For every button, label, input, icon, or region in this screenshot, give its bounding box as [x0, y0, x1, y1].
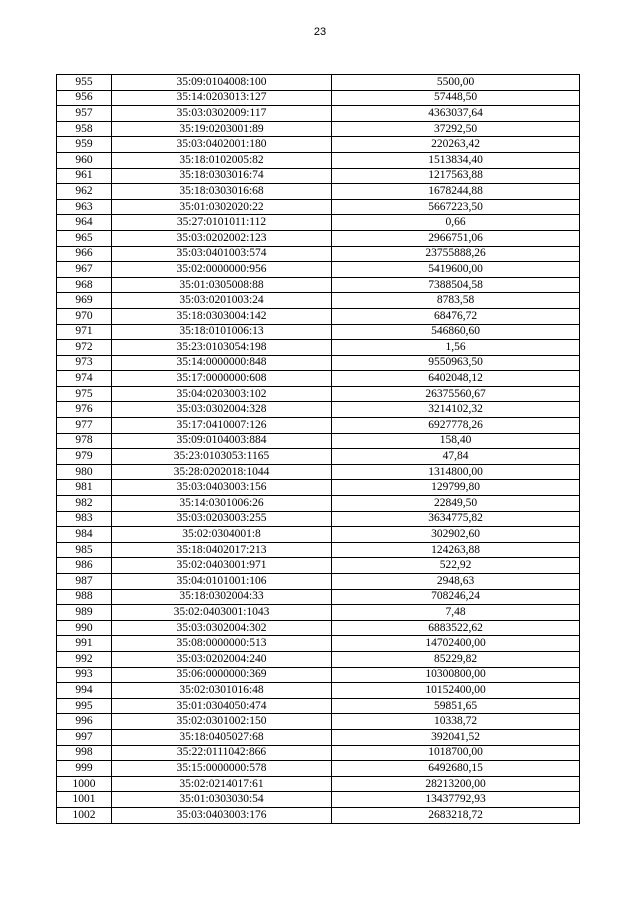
value-cell: 28213200,00	[332, 776, 580, 792]
cadastral-number-cell: 35:01:0303030:54	[112, 792, 332, 808]
row-number-cell: 972	[57, 340, 112, 356]
value-cell: 14702400,00	[332, 636, 580, 652]
table-row	[57, 277, 580, 293]
table-row	[57, 511, 580, 527]
value-cell: 6492680,15	[332, 761, 580, 777]
value-cell: 1678244,88	[332, 184, 580, 200]
table-row	[57, 215, 580, 231]
value-cell: 7388504,58	[332, 277, 580, 293]
cadastral-number-cell: 35:01:0302020:22	[112, 199, 332, 215]
row-number-cell: 989	[57, 605, 112, 621]
table-row	[57, 776, 580, 792]
row-number-cell: 958	[57, 121, 112, 137]
row-number-cell: 960	[57, 152, 112, 168]
value-cell: 7,48	[332, 605, 580, 621]
cadastral-number-cell: 35:28:0202018:1044	[112, 464, 332, 480]
value-cell: 392041,52	[332, 729, 580, 745]
cadastral-number-cell: 35:09:0104008:100	[112, 75, 332, 91]
row-number-cell: 991	[57, 636, 112, 652]
value-cell: 6883522,62	[332, 620, 580, 636]
table-row	[57, 464, 580, 480]
cadastral-number-cell: 35:03:0403003:176	[112, 807, 332, 823]
row-number-cell: 969	[57, 293, 112, 309]
value-cell: 68476,72	[332, 308, 580, 324]
table-row	[57, 137, 580, 153]
cadastral-number-cell: 35:18:0303016:74	[112, 168, 332, 184]
row-number-cell: 992	[57, 651, 112, 667]
value-cell: 1513834,40	[332, 152, 580, 168]
row-number-cell: 967	[57, 262, 112, 278]
cadastral-number-cell: 35:06:0000000:369	[112, 667, 332, 683]
row-number-cell: 980	[57, 464, 112, 480]
row-number-cell: 995	[57, 698, 112, 714]
table-row	[57, 293, 580, 309]
cadastral-number-cell: 35:19:0203001:89	[112, 121, 332, 137]
table-row	[57, 230, 580, 246]
table-row	[57, 651, 580, 667]
value-cell: 10152400,00	[332, 683, 580, 699]
row-number-cell: 956	[57, 90, 112, 106]
value-cell: 9550963,50	[332, 355, 580, 371]
row-number-cell: 985	[57, 542, 112, 558]
table-row	[57, 308, 580, 324]
row-number-cell: 974	[57, 371, 112, 387]
value-cell: 124263,88	[332, 542, 580, 558]
cadastral-number-cell: 35:15:0000000:578	[112, 761, 332, 777]
cadastral-number-cell: 35:18:0405027:68	[112, 729, 332, 745]
table-row	[57, 714, 580, 730]
row-number-cell: 994	[57, 683, 112, 699]
value-cell: 3214102,32	[332, 402, 580, 418]
value-cell: 3634775,82	[332, 511, 580, 527]
row-number-cell: 996	[57, 714, 112, 730]
cadastral-number-cell: 35:02:0301016:48	[112, 683, 332, 699]
table-row	[57, 371, 580, 387]
value-cell: 1018700,00	[332, 745, 580, 761]
table-row	[57, 90, 580, 106]
table-row	[57, 184, 580, 200]
cadastral-number-cell: 35:02:0301002:150	[112, 714, 332, 730]
table-row	[57, 121, 580, 137]
value-cell: 1314800,00	[332, 464, 580, 480]
cadastral-number-cell: 35:14:0301006:26	[112, 496, 332, 512]
table-row	[57, 386, 580, 402]
cadastral-number-cell: 35:03:0202004:240	[112, 651, 332, 667]
row-number-cell: 990	[57, 620, 112, 636]
row-number-cell: 981	[57, 480, 112, 496]
value-cell: 5500,00	[332, 75, 580, 91]
cadastral-number-cell: 35:08:0000000:513	[112, 636, 332, 652]
cadastral-number-cell: 35:14:0000000:848	[112, 355, 332, 371]
table-row	[57, 402, 580, 418]
value-cell: 522,92	[332, 558, 580, 574]
cadastral-number-cell: 35:03:0403003:156	[112, 480, 332, 496]
cadastral-number-cell: 35:27:0101011:112	[112, 215, 332, 231]
table-row	[57, 433, 580, 449]
cadastral-number-cell: 35:02:0304001:8	[112, 527, 332, 543]
cadastral-number-cell: 35:01:0304050:474	[112, 698, 332, 714]
cadastral-number-cell: 35:03:0302004:328	[112, 402, 332, 418]
row-number-cell: 968	[57, 277, 112, 293]
table-row	[57, 620, 580, 636]
row-number-cell: 983	[57, 511, 112, 527]
value-cell: 158,40	[332, 433, 580, 449]
row-number-cell: 997	[57, 729, 112, 745]
table-row	[57, 574, 580, 590]
table-row	[57, 729, 580, 745]
table-row	[57, 807, 580, 823]
row-number-cell: 966	[57, 246, 112, 262]
table-row	[57, 262, 580, 278]
table-row	[57, 558, 580, 574]
value-cell: 23755888,26	[332, 246, 580, 262]
value-cell: 2948,63	[332, 574, 580, 590]
cadastral-number-cell: 35:18:0101006:13	[112, 324, 332, 340]
table-row	[57, 761, 580, 777]
cadastral-number-cell: 35:18:0303016:68	[112, 184, 332, 200]
cadastral-number-cell: 35:03:0202002:123	[112, 230, 332, 246]
cadastral-number-cell: 35:03:0302009:117	[112, 106, 332, 122]
table-row	[57, 667, 580, 683]
value-cell: 10300800,00	[332, 667, 580, 683]
row-number-cell: 973	[57, 355, 112, 371]
row-number-cell: 971	[57, 324, 112, 340]
value-cell: 302902,60	[332, 527, 580, 543]
row-number-cell: 1002	[57, 807, 112, 823]
row-number-cell: 984	[57, 527, 112, 543]
row-number-cell: 957	[57, 106, 112, 122]
table-body	[57, 75, 580, 824]
row-number-cell: 970	[57, 308, 112, 324]
cadastral-number-cell: 35:02:0214017:61	[112, 776, 332, 792]
value-cell: 1217563,88	[332, 168, 580, 184]
row-number-cell: 975	[57, 386, 112, 402]
cadastral-number-cell: 35:17:0000000:608	[112, 371, 332, 387]
row-number-cell: 964	[57, 215, 112, 231]
row-number-cell: 962	[57, 184, 112, 200]
table-row	[57, 168, 580, 184]
value-cell: 6927778,26	[332, 418, 580, 434]
row-number-cell: 987	[57, 574, 112, 590]
value-cell: 5419600,00	[332, 262, 580, 278]
value-cell: 22849,50	[332, 496, 580, 512]
row-number-cell: 965	[57, 230, 112, 246]
cadastral-number-cell: 35:04:0203003:102	[112, 386, 332, 402]
cadastral-number-cell: 35:02:0403001:1043	[112, 605, 332, 621]
cadastral-number-cell: 35:18:0402017:213	[112, 542, 332, 558]
table-row	[57, 745, 580, 761]
cadastral-number-cell: 35:02:0000000:956	[112, 262, 332, 278]
cadastral-number-cell: 35:03:0302004:302	[112, 620, 332, 636]
table-row	[57, 589, 580, 605]
table-row	[57, 324, 580, 340]
value-cell: 6402048,12	[332, 371, 580, 387]
cadastral-number-cell: 35:03:0201003:24	[112, 293, 332, 309]
row-number-cell: 977	[57, 418, 112, 434]
cadastral-number-cell: 35:22:0111042:866	[112, 745, 332, 761]
table-row	[57, 683, 580, 699]
cadastral-number-cell: 35:18:0302004:33	[112, 589, 332, 605]
row-number-cell: 998	[57, 745, 112, 761]
value-cell: 220263,42	[332, 137, 580, 153]
cadastral-number-cell: 35:23:0103053:1165	[112, 449, 332, 465]
value-cell: 85229,82	[332, 651, 580, 667]
cadastral-number-cell: 35:04:0101001:106	[112, 574, 332, 590]
table-row	[57, 246, 580, 262]
value-cell: 1,56	[332, 340, 580, 356]
table-row	[57, 152, 580, 168]
data-table	[56, 74, 580, 824]
row-number-cell: 988	[57, 589, 112, 605]
value-cell: 10338,72	[332, 714, 580, 730]
value-cell: 546860,60	[332, 324, 580, 340]
table-row	[57, 792, 580, 808]
value-cell: 37292,50	[332, 121, 580, 137]
table-row	[57, 636, 580, 652]
table-row	[57, 340, 580, 356]
row-number-cell: 982	[57, 496, 112, 512]
table-row	[57, 75, 580, 91]
cadastral-number-cell: 35:02:0403001:971	[112, 558, 332, 574]
table-row	[57, 542, 580, 558]
row-number-cell: 1001	[57, 792, 112, 808]
cadastral-number-cell: 35:03:0402001:180	[112, 137, 332, 153]
value-cell: 2683218,72	[332, 807, 580, 823]
value-cell: 47,84	[332, 449, 580, 465]
value-cell: 59851,65	[332, 698, 580, 714]
table-row	[57, 698, 580, 714]
row-number-cell: 979	[57, 449, 112, 465]
table-row	[57, 527, 580, 543]
cadastral-number-cell: 35:23:0103054:198	[112, 340, 332, 356]
row-number-cell: 961	[57, 168, 112, 184]
row-number-cell: 959	[57, 137, 112, 153]
cadastral-number-cell: 35:03:0401003:574	[112, 246, 332, 262]
cadastral-number-cell: 35:14:0203013:127	[112, 90, 332, 106]
table-row	[57, 605, 580, 621]
value-cell: 8783,58	[332, 293, 580, 309]
page-number: 23	[313, 26, 327, 38]
value-cell: 13437792,93	[332, 792, 580, 808]
value-cell: 26375560,67	[332, 386, 580, 402]
value-cell: 708246,24	[332, 589, 580, 605]
cadastral-number-cell: 35:18:0102005:82	[112, 152, 332, 168]
table-row	[57, 106, 580, 122]
value-cell: 0,66	[332, 215, 580, 231]
cadastral-number-cell: 35:09:0104003:884	[112, 433, 332, 449]
row-number-cell: 963	[57, 199, 112, 215]
value-cell: 57448,50	[332, 90, 580, 106]
row-number-cell: 978	[57, 433, 112, 449]
table-row	[57, 418, 580, 434]
cadastral-number-cell: 35:03:0203003:255	[112, 511, 332, 527]
row-number-cell: 993	[57, 667, 112, 683]
cadastral-number-cell: 35:18:0303004:142	[112, 308, 332, 324]
table-row	[57, 480, 580, 496]
value-cell: 5667223,50	[332, 199, 580, 215]
cadastral-number-cell: 35:17:0410007:126	[112, 418, 332, 434]
table-row	[57, 355, 580, 371]
table-row	[57, 496, 580, 512]
row-number-cell: 999	[57, 761, 112, 777]
row-number-cell: 976	[57, 402, 112, 418]
row-number-cell: 986	[57, 558, 112, 574]
value-cell: 4363037,64	[332, 106, 580, 122]
table-row	[57, 199, 580, 215]
value-cell: 129799,80	[332, 480, 580, 496]
cadastral-number-cell: 35:01:0305008:88	[112, 277, 332, 293]
row-number-cell: 1000	[57, 776, 112, 792]
value-cell: 2966751,06	[332, 230, 580, 246]
table-row	[57, 449, 580, 465]
row-number-cell: 955	[57, 75, 112, 91]
